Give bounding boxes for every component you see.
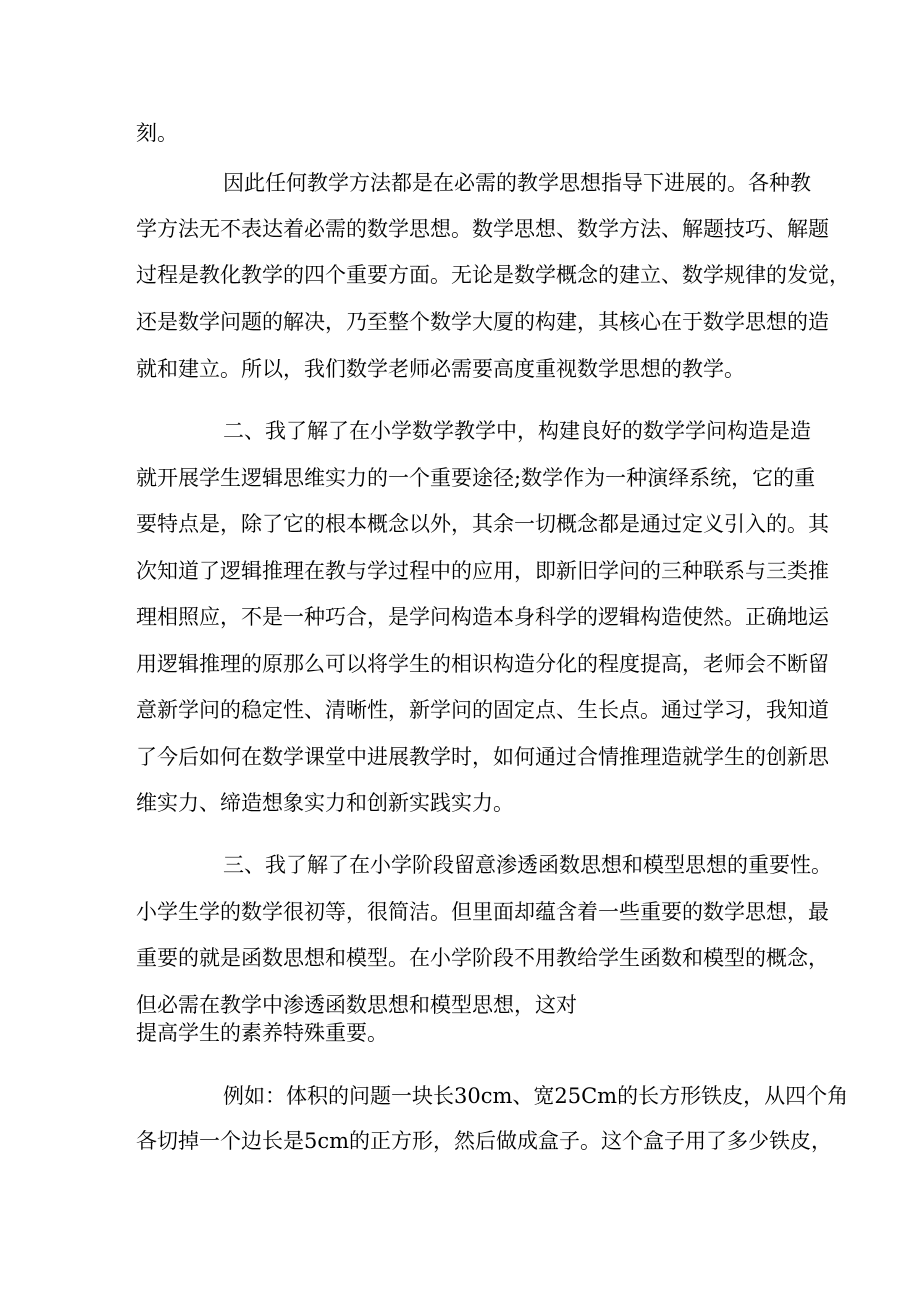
text-line [0, 117, 920, 149]
line-text: 就和建立。所以，我们数学老师必需要高度重视数学思想的教学。 [136, 357, 745, 381]
line-text: 学方法无不表达着必需的数学思想。数学思想、数学方法、解题技巧、解题 [136, 217, 829, 241]
line-text: 了今后如何在数学课堂中进展教学时，如何通过合情推理造就学生的创新思 [136, 745, 829, 769]
text-line [0, 648, 920, 680]
text-line [0, 259, 920, 291]
line-text: 例如：体积的问题一块长30cm、宽25Cm的长方形铁皮，从四个角 [223, 1084, 849, 1108]
line-text: 维实力、缔造想象实力和创新实践实力。 [136, 791, 514, 815]
line-text: 还是数学问题的解决，乃至整个数学大厦的构建，其核心在于数学思想的造 [136, 310, 829, 334]
text-line [0, 508, 920, 540]
line-text: 二、我了解了在小学数学教学中，构建良好的数学学问构造是造 [223, 419, 811, 443]
line-text: 用逻辑推理的原那么可以将学生的相识构造分化的程度提高，老师会不断留 [136, 652, 829, 676]
line-text: 就开展学生逻辑思维实力的一个重要途径;数学作为一种演绎系统，它的重 [136, 466, 816, 490]
text-line [0, 306, 920, 338]
text-line [0, 694, 920, 726]
text-line [0, 1017, 920, 1049]
text-line [0, 462, 920, 494]
text-line [0, 555, 920, 587]
text-line [0, 1125, 920, 1157]
line-text: 小学生学的数学很初等，很简洁。但里面却蕴含着一些重要的数学思想，最 [136, 900, 829, 924]
example-first-line [0, 1080, 920, 1112]
text-line [0, 787, 920, 819]
line-text: 过程是教化教学的四个重要方面。无论是数学概念的建立、数学规律的发觉， [136, 263, 850, 287]
paragraph-1-first-line [0, 167, 920, 199]
line-text: 次知道了逻辑推理在教与学过程中的应用，即新旧学问的三种联系与三类推 [136, 559, 829, 583]
text-line [0, 353, 920, 385]
line-text: 三、我了解了在小学阶段留意渗透函数思想和模型思想的重要性。 [223, 853, 832, 877]
line-text: 重要的就是函数思想和模型。在小学阶段不用教给学生函数和模型的概念， [136, 946, 829, 970]
line-text: 意新学问的稳定性、清晰性，新学问的固定点、生长点。通过学习，我知道 [136, 698, 829, 722]
text-line [0, 741, 920, 773]
paragraph-2-first-line [0, 415, 920, 447]
text-line [0, 942, 920, 974]
text-line [0, 601, 920, 633]
line-text: 因此任何教学方法都是在必需的教学思想指导下进展的。各种教 [223, 171, 811, 195]
line-text: 但必需在教学中渗透函数思想和模型思想，这对 [136, 993, 577, 1017]
line-text: 各切掉一个边长是5cm的正方形，然后做成盒子。这个盒子用了多少铁皮， [136, 1129, 833, 1153]
paragraph-3-first-line [0, 849, 920, 881]
line-text: 刻。 [136, 121, 178, 145]
line-text: 理相照应，不是一种巧合，是学问构造本身科学的逻辑构造使然。正确地运 [136, 605, 829, 629]
text-line [0, 213, 920, 245]
line-text: 要特点是，除了它的根本概念以外，其余一切概念都是通过定义引入的。其 [136, 512, 829, 536]
text-line [0, 896, 920, 928]
line-text: 提高学生的素养特殊重要。 [136, 1021, 388, 1045]
